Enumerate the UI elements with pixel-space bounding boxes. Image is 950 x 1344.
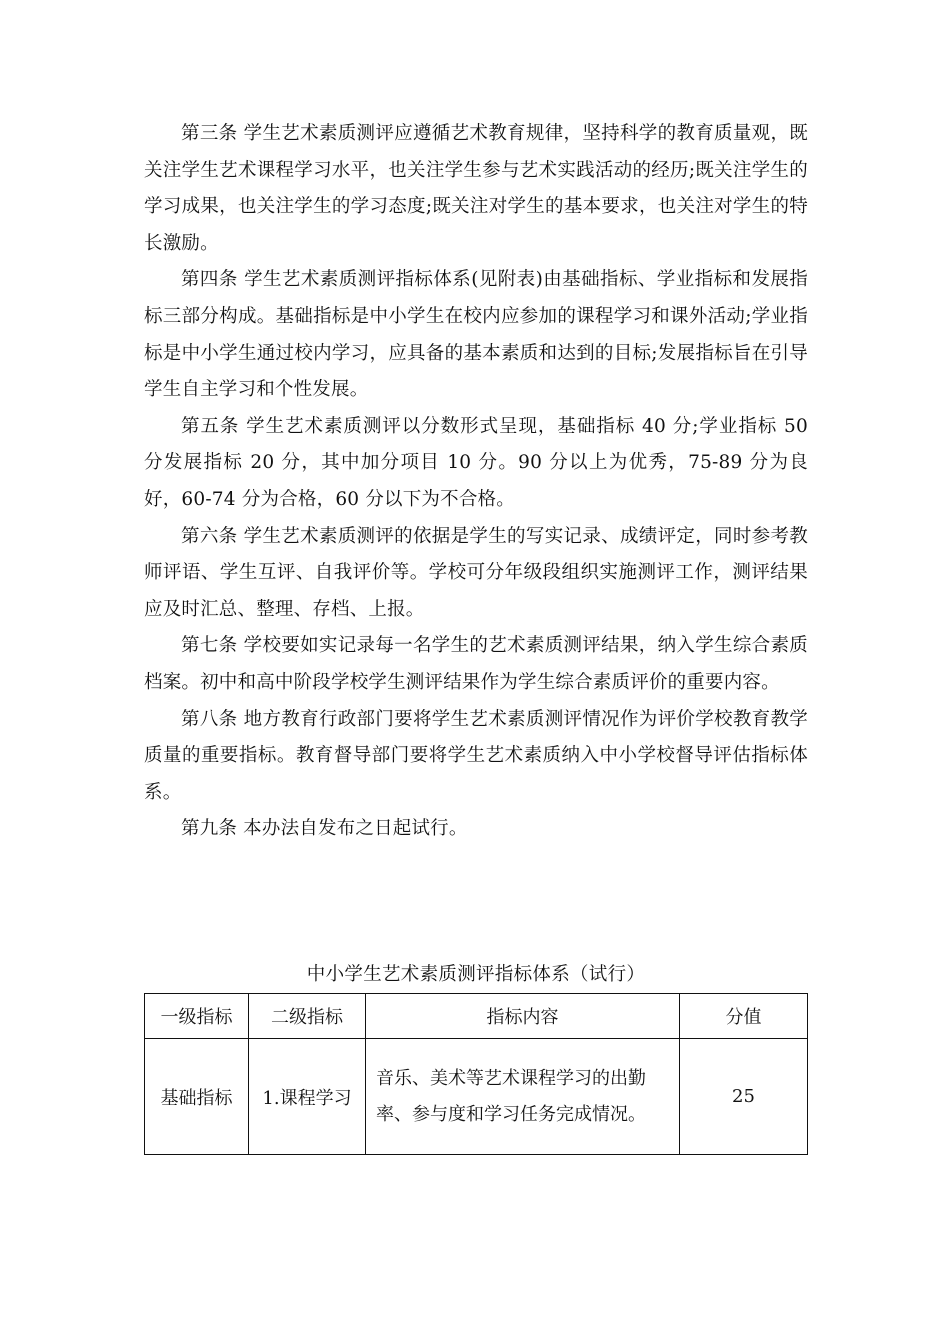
table-row [145, 1039, 808, 1155]
article-6: 第六条 学生艺术素质测评的依据是学生的写实记录、成绩评定，同时参考教师评语、学生互评、自我评价等。学校可分年级段组织实施测评工作，测评结果应及时汇总、整理、存档、上报。 [144, 525, 808, 620]
article-8: 第八条 地方教育行政部门要将学生艺术素质测评情况作为评价学校教育教学质量的重要指标。教育督导部门要将学生艺术素质纳入中小学校督导评估指标体系。 [144, 708, 808, 803]
article-7: 第七条 学校要如实记录每一名学生的艺术素质测评结果，纳入学生综合素质档案。初中和高中阶段学校学生测评结果作为学生综合素质评价的重要内容。 [144, 635, 808, 693]
article-4: 第四条 学生艺术素质测评指标体系(见附表)由基础指标、学业指标和发展指标三部分构成。基础指标是中小学生在校内应参加的课程学习和课外活动;学业指标是中小学生通过校内学习，应具备的基本素质和达到的目标;发展指标旨在引导学生自主学习和个性发展。 [144, 269, 808, 401]
table-header-row [145, 994, 808, 1039]
cell-score: 25 [680, 1039, 808, 1155]
article-3: 第三条 学生艺术素质测评应遵循艺术教育规律，坚持科学的教育质量观，既关注学生艺术课程学习水平，也关注学生参与艺术实践活动的经历;既关注学生的学习成果，也关注学生的学习态度;既关注对学生的基本要求，也关注对学生的特长激励。 [144, 123, 808, 254]
cell-content: 音乐、美术等艺术课程学习的出勤率、参与度和学习任务完成情况。 [366, 1039, 680, 1155]
cell-level-2: 1.课程学习 [249, 1039, 366, 1155]
header-score: 分值 [680, 994, 808, 1039]
cell-level-1: 基础指标 [145, 1039, 249, 1155]
article-9: 第九条 本办法自发布之日起试行。 [181, 818, 468, 840]
document-body [144, 116, 808, 848]
header-level-2: 二级指标 [249, 994, 366, 1039]
header-content: 指标内容 [366, 994, 680, 1039]
table-caption: 中小学生艺术素质测评指标体系（试行） [306, 964, 646, 985]
index-table [144, 993, 808, 1155]
article-5: 第五条 学生艺术素质测评以分数形式呈现，基础指标 40 分;学业指标 50 分发展指标 20 分，其中加分项目 10 分。90 分以上为优秀，75-89 分为良好，60-74 分为合格，60 分以下为不合格。 [144, 415, 808, 510]
header-level-1: 一级指标 [145, 994, 249, 1039]
